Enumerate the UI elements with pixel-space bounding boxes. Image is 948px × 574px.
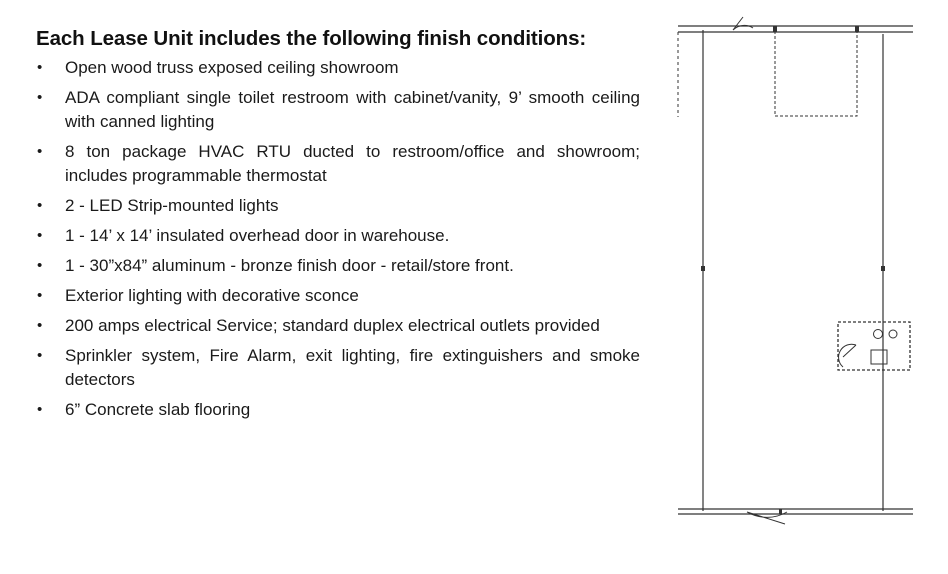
list-item bbox=[36, 194, 640, 218]
bullet-icon: • bbox=[37, 257, 43, 274]
list-item-text: 6” Concrete slab flooring bbox=[65, 400, 251, 419]
list-item-text: 2 - LED Strip-mounted lights bbox=[65, 196, 279, 215]
bullet-icon: • bbox=[37, 89, 43, 106]
list-item bbox=[36, 254, 640, 278]
right-wall-marker bbox=[881, 266, 885, 271]
finish-conditions-section bbox=[36, 26, 640, 428]
section-heading: Each Lease Unit includes the following finish conditions: bbox=[36, 27, 587, 50]
bullet-icon: • bbox=[37, 287, 43, 304]
bullet-icon: • bbox=[37, 317, 43, 334]
bullet-icon: • bbox=[37, 227, 43, 244]
top-wall bbox=[678, 26, 913, 32]
list-item-text: Open wood truss exposed ceiling showroom bbox=[65, 58, 399, 77]
finish-conditions-list bbox=[36, 56, 640, 422]
list-item-text: 1 - 14’ x 14’ insulated overhead door in warehouse. bbox=[65, 226, 450, 245]
list-item-text: 200 amps electrical Service; standard duplex electrical outlets provided bbox=[65, 316, 600, 335]
list-item bbox=[36, 314, 640, 338]
list-item-text: Sprinkler system, Fire Alarm, exit lighting, fire extinguishers and smoke detectors bbox=[65, 346, 640, 389]
bottom-wall-marker bbox=[779, 509, 782, 514]
list-item bbox=[36, 140, 640, 188]
list-item-text: Exterior lighting with decorative sconce bbox=[65, 286, 359, 305]
bullet-icon: • bbox=[37, 347, 43, 364]
list-item-text: 1 - 30”x84” aluminum - bronze finish door - retail/store front. bbox=[65, 256, 514, 275]
list-item bbox=[36, 398, 640, 422]
vanity-fixture bbox=[871, 350, 887, 364]
top-wall-marker-left bbox=[773, 26, 777, 32]
list-item bbox=[36, 86, 640, 134]
list-item-text: 8 ton package HVAC RTU ducted to restroom/office and showroom; includes programmable thermostat bbox=[65, 142, 640, 185]
rtu-outline bbox=[775, 32, 857, 116]
top-door-swing bbox=[733, 17, 753, 30]
floor-plan-drawing bbox=[675, 12, 915, 532]
list-item bbox=[36, 284, 640, 308]
restroom-outline bbox=[838, 322, 910, 370]
bullet-icon: • bbox=[37, 197, 43, 214]
list-item bbox=[36, 224, 640, 248]
bullet-icon: • bbox=[37, 59, 43, 76]
left-wall-marker bbox=[701, 266, 705, 271]
sink-fixture bbox=[889, 330, 897, 338]
list-item bbox=[36, 344, 640, 392]
top-wall-marker-right bbox=[855, 26, 859, 32]
toilet-fixture bbox=[874, 330, 883, 339]
restroom-door-swing bbox=[839, 344, 856, 367]
bottom-wall bbox=[678, 509, 913, 514]
list-item bbox=[36, 56, 640, 80]
bullet-icon: • bbox=[37, 143, 43, 160]
list-item-text: ADA compliant single toilet restroom with cabinet/vanity, 9’ smooth ceiling with canned lighting bbox=[65, 88, 640, 131]
bullet-icon: • bbox=[37, 401, 43, 418]
